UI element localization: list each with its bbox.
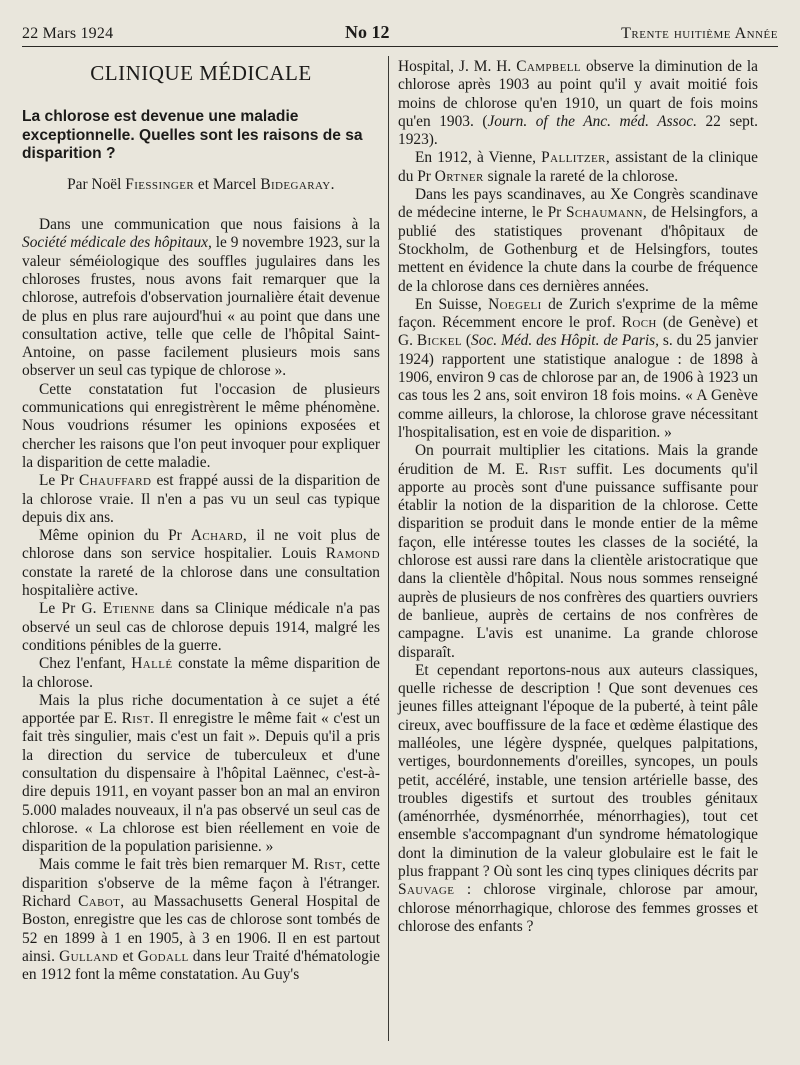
name: Cabot, bbox=[78, 893, 125, 911]
byline-prefix: Par Noël bbox=[67, 175, 122, 193]
byline-connector: et Marcel bbox=[197, 175, 257, 193]
name: Sauvage bbox=[398, 881, 455, 899]
name: Rist. bbox=[121, 710, 155, 728]
paragraph-2 bbox=[22, 381, 380, 472]
text: cette disparition s'observe de la même façon à l'étranger. Richard bbox=[22, 856, 380, 911]
text: et bbox=[122, 947, 134, 965]
name: Bickel bbox=[416, 332, 462, 350]
name: Gulland bbox=[59, 947, 119, 965]
text: Hospital, J. M. H. bbox=[398, 58, 512, 75]
name: Hallé bbox=[131, 655, 173, 673]
article-title: La chlorose est devenue une maladie exceptionnelle. Quelles sont les raisons de sa disparition ? bbox=[22, 108, 363, 163]
text: constate la même disparition de la chlorose. bbox=[22, 655, 381, 691]
text: Dans une communication que nous faisions à la bbox=[39, 216, 380, 234]
name: Achard, bbox=[190, 527, 248, 545]
text: est frappé aussi de la disparition de la chlorose vraie. Il n'en a pas vu un seul cas typique depuis dix ans. bbox=[22, 472, 380, 526]
text: Mais comme le fait très bien remarquer M. bbox=[39, 856, 309, 874]
paragraph-vienne bbox=[398, 149, 758, 186]
journal-reference: Soc. Méd. des Hôpit. de Paris, bbox=[471, 332, 659, 350]
header-date: 22 Mars 1924 bbox=[22, 25, 114, 42]
paragraph-campbell bbox=[398, 58, 758, 149]
text: On pourrait multiplier les citations. Mais la grande érudition de M. E. bbox=[398, 442, 758, 478]
name: Campbell bbox=[516, 58, 582, 75]
paragraph-achard bbox=[22, 527, 380, 600]
text: suffit. Les documents qu'il apporte au procès sont d'une puissance suffisante pour établir la notion de la disparition de la chlorose. Cette disparition se produit dans le monde entier de la même façon, elle intéresse toutes les classes de la société, la chlorose est aussi rare dans la clientèle aristocratique que dans la clientèle d'hôpital. Nous nous sommes renseigné auprès de plusieurs de nos confrères des quartiers ouvriers de banlieue, auprès de certains de nos confrères de campagne. L'avis est unanime. La grande chlorose disparaît. bbox=[398, 460, 759, 661]
paragraph-chauffard bbox=[22, 472, 380, 527]
header-year: Trente huitième Année bbox=[621, 25, 778, 42]
text: constate la rareté de la chlorose dans une consultation hospitalière active. bbox=[22, 563, 380, 600]
text: signale la rareté de la chlorose. bbox=[487, 167, 679, 185]
name: Ortner bbox=[434, 167, 484, 185]
text: dans sa Clinique médicale n'a pas observé un seul cas de chlorose depuis 1914, malgré les conditions pénibles de la guerre. bbox=[22, 600, 380, 654]
name: Etienne bbox=[102, 600, 155, 618]
paragraph-etienne bbox=[22, 600, 380, 655]
text: Le Pr G. bbox=[39, 600, 97, 618]
paragraph-citations bbox=[398, 442, 758, 662]
text: assistant de la clinique du Pr bbox=[398, 149, 758, 185]
text: dans leur Traité d'hématologie en 1912 font la même constatation. Au Guy's bbox=[22, 947, 380, 984]
text: s. du 25 janvier 1924) rapportent une statistique analogue : de 1898 à 1906, environ 9 cas de chlorose par an, de 1906 à 1923 un cas tous les 2 ans, soit environ 18 fois moins. « A Genève comme ailleurs, la chlorose, la chlorose grave nécessitant l'hospitalisation, est en voie de disparition. » bbox=[398, 332, 758, 441]
name: Chauffard bbox=[79, 472, 152, 490]
text: Et cependant reportons-nous aux auteurs classiques, quelle richesse de description ! Que sont devenues ces jeunes filles atteignant l'époque de la puberté, à teint pâle cireux, avec bouffissure de la face et œdème élastique des malléoles, une légère dyspnée, quelques palpitations, vertiges, bourdonnements d'oreilles, syncopes, un pouls petit, accéléré, instable, une tension artérielle basse, des troubles digestifs et surtout des troubles génitaux (aménorrhée, dysménorrhée, ménorrhagies), tout cet ensemble s'accompagnant d'un syndrome hématologique dont la diminution de la valeur globulaire est le fait le plus frappant ? Où sont les cinq types cliniques décrits par bbox=[398, 661, 758, 881]
text: observe la diminution de la chlorose après 1903 au point qu'il y avait moitié fois moins de chlorose qu'en 1910, un quart de fois moins qu'en 1903. ( bbox=[398, 58, 758, 130]
name: Noegeli bbox=[488, 295, 542, 313]
section-title: CLINIQUE MÉDICALE bbox=[90, 61, 312, 85]
paragraph-scandinaves bbox=[398, 186, 758, 296]
text: ( bbox=[465, 332, 472, 350]
text: de Zurich s'exprime de la même façon. Récemment encore le prof. bbox=[398, 295, 758, 332]
author-fiessinger: Fiessinger bbox=[125, 175, 195, 193]
journal-reference: Société médicale des hôpitaux, bbox=[22, 234, 212, 252]
name: Rist bbox=[538, 460, 567, 478]
text: au Massachusetts General Hospital de Boston, enregistre que les cas de chlorose sont tombés de 52 en 1899 à 1 en 1905, à 3 en 1906. Il en est partout ainsi. bbox=[22, 893, 380, 965]
author-bidegaray: Bidegaray. bbox=[260, 175, 335, 193]
journal-reference: Journ. of the Anc. méd. Assoc. bbox=[487, 112, 697, 130]
text: Mais la plus riche documentation à ce sujet a été apportée par E. bbox=[22, 691, 380, 728]
header-rule bbox=[22, 46, 778, 47]
paragraph-classiques bbox=[398, 662, 758, 936]
text: Le Pr bbox=[39, 472, 74, 490]
name: Godall bbox=[137, 947, 189, 965]
text: 22 sept. 1923). bbox=[398, 112, 758, 149]
name: Pallitzer, bbox=[541, 149, 611, 167]
paragraph-etranger bbox=[22, 856, 380, 984]
header-issue-number: No 12 bbox=[344, 22, 390, 42]
paragraph-rist bbox=[22, 692, 380, 857]
text: (de Genève) et G. bbox=[398, 314, 758, 350]
text: Il enregistre le même fait « c'est un fait très singulier, mais c'est un fait ». Depuis qu'il a pris la direction du service de tuberculeux et d'une consultation du dispensaire à l'hôpital Laënnec, c'est-à-dire depuis 1911, en voyant passer bon an mal an environ 5.000 malades nouveaux, il n'a pas observé un seul cas de chlorose. « La chlorose est bien réellement en voie de disparition de la population parisienne. » bbox=[22, 710, 380, 856]
text: il ne voit plus de chlorose dans son service hospitalier. Louis bbox=[22, 527, 380, 563]
text: Dans les pays scandinaves, au Xe Congrès scandinave de médecine interne, le Pr bbox=[398, 186, 758, 222]
name: Rist, bbox=[313, 856, 347, 874]
name: Schaumann, bbox=[565, 204, 648, 222]
text: Cette constatation fut l'occasion de plusieurs communications qui enregistrèrent le même phénomène. Nous voudrions résumer les opinions exposées et chercher les raisons que l'on peut invoquer pour expliquer la disparition de cette maladie. bbox=[22, 380, 380, 471]
column-divider bbox=[388, 56, 389, 1041]
paragraph-halle bbox=[22, 655, 380, 692]
text: Même opinion du Pr bbox=[39, 527, 182, 545]
text: : chlorose virginale, chlorose par amour, chlorose ménorrhagique, chlorose des femmes grosses et chlorose des enfants ? bbox=[398, 881, 758, 935]
text: En 1912, à Vienne, bbox=[415, 149, 537, 167]
byline bbox=[22, 176, 380, 194]
text: le 9 novembre 1923, sur la valeur séméiologique des souffles jugulaires dans les chloroses frustes, nous avons fait remarquer que la chlorose, autrefois d'observation journalière était devenue de plus en plus rare aujourd'hui « au point que dans une consultation active, telle que celle de l'hôpital Saint-Antoine, on passe facilement plusieurs mois sans observer un seul cas typique de chlorose ». bbox=[22, 234, 380, 380]
paragraph-intro bbox=[22, 216, 380, 381]
running-header bbox=[22, 22, 778, 46]
text: de Helsingfors, a publié des statistiques provenant d'hôpitaux de Stockholm, de Gothenburg et de Helsingfors, toutes mettent en évidence la chute dans la courbe de fréquence de la chlorose dans ces dernières années. bbox=[398, 204, 759, 295]
left-column bbox=[22, 58, 380, 985]
text: En Suisse, bbox=[415, 295, 482, 313]
right-column bbox=[398, 58, 758, 936]
name: Ramond bbox=[325, 545, 380, 563]
paragraph-suisse bbox=[398, 296, 758, 442]
name: Roch bbox=[621, 314, 657, 332]
text: Chez l'enfant, bbox=[39, 655, 126, 673]
